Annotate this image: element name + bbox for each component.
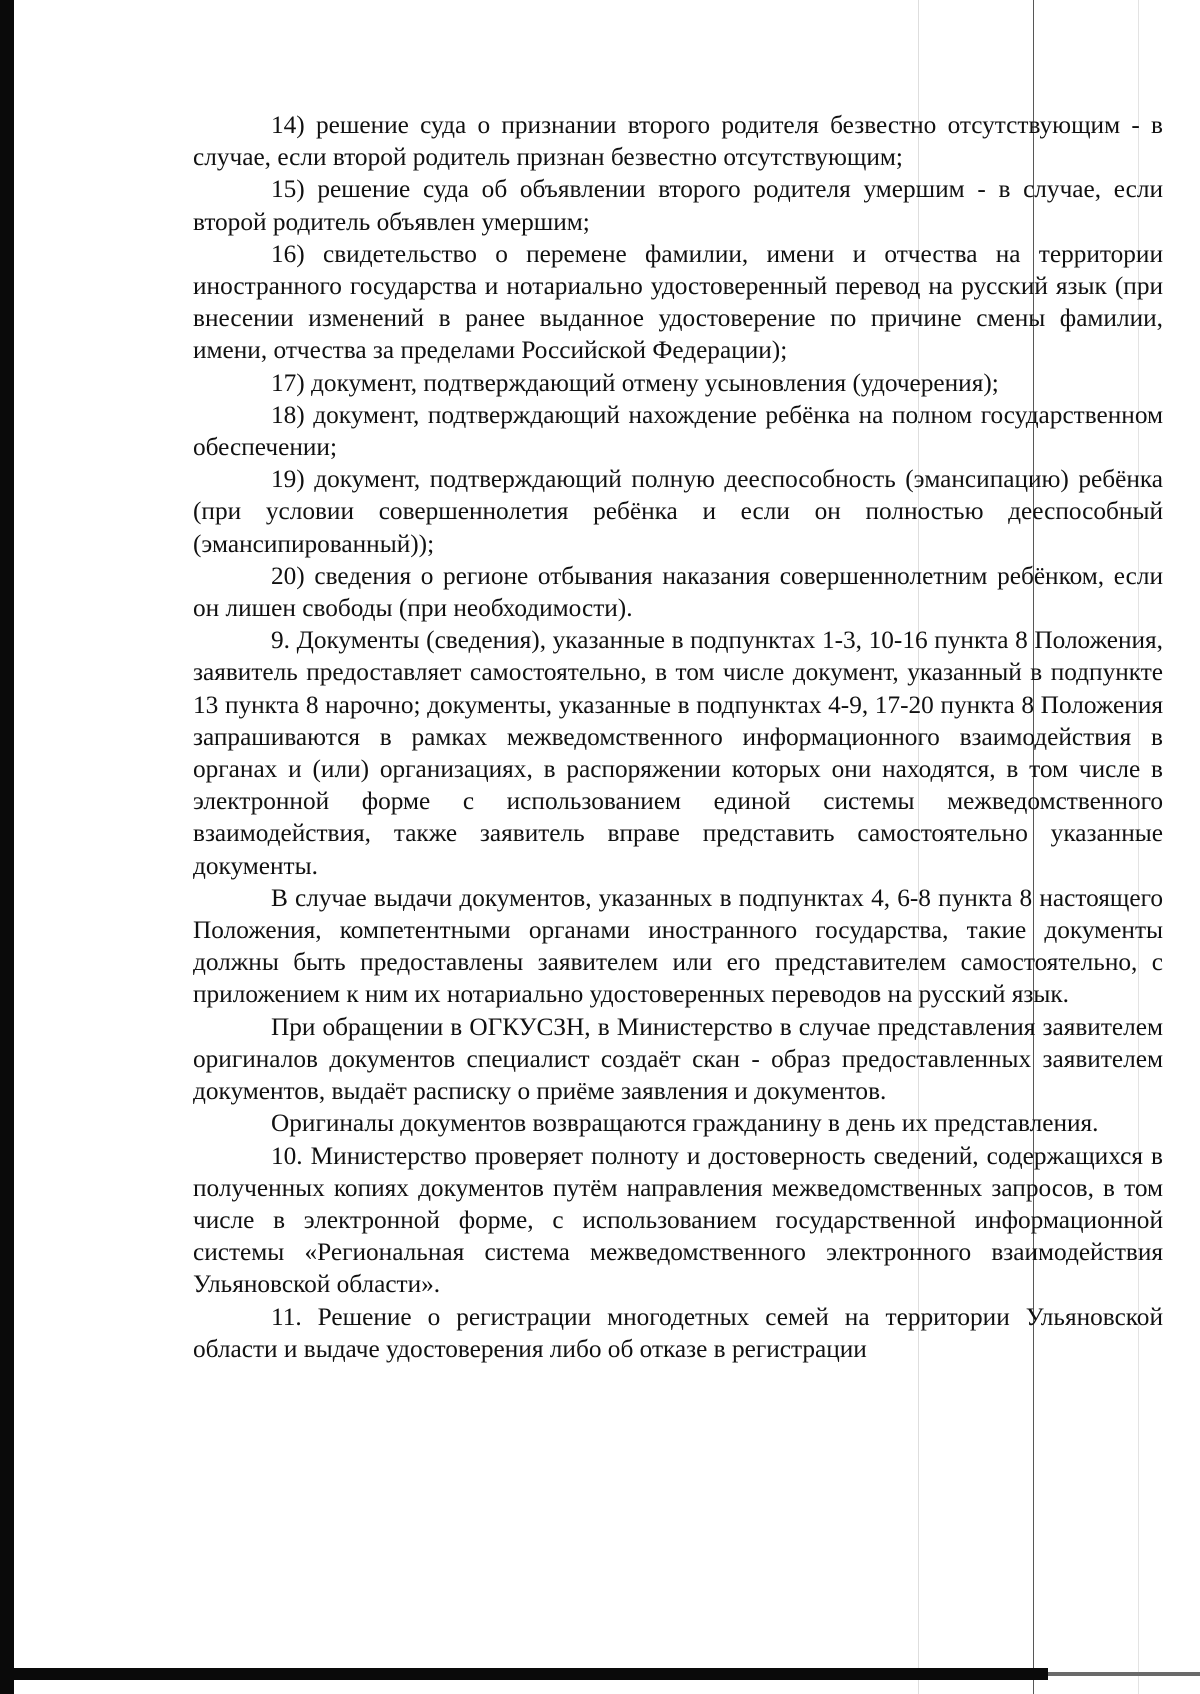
document-body (193, 109, 1163, 1365)
paragraph-item-20: 20) сведения о регионе отбывания наказания совершеннолетним ребёнком, если он лишен свободы (при необходимости). (193, 561, 1163, 623)
paragraph-item-15: 15) решение суда об объявлении второго родителя умершим - в случае, если второй родитель объявлен умершим; (193, 175, 1163, 236)
paragraph-scan-originals: При обращении в ОГКУСЗН, в Министерство в случае представления заявителем оригиналов документов специалист создаёт скан - образ предоставленных заявителем документов, выдаёт расписку о приёме заявления и документов. (193, 1012, 1163, 1106)
paragraph-item-18: 18) документ, подтверждающий нахождение ребёнка на полном государственном обеспечении; (193, 400, 1163, 462)
paragraph-item-16: 16) свидетельство о перемене фамилии, имени и отчества на территории иностранного государства и нотариально удостоверенный перевод на русский язык (при внесении изменений в ранее выданное удостоверение по причине смены фамилии, имени, отчества за пределами Российской Федерации); (193, 239, 1163, 365)
scan-bottom-border-faint (1048, 1672, 1200, 1676)
paragraph-item-17: 17) документ, подтверждающий отмену усыновления (удочерения); (271, 368, 999, 397)
paragraph-clause-9: 9. Документы (сведения), указанные в подпунктах 1-3, 10-16 пункта 8 Положения, заявитель предоставляет самостоятельно, в том числе документ, указанный в подпункте 13 пункта 8 нарочно; документы, указанные в подпунктах 4-9, 17-20 пункта 8 Положения запрашиваются в рамках межведомственного информационного взаимодействия в органах и (или) организациях, в распоряжении которых они находятся, в том числе в электронной форме с использованием единой системы межведомственного взаимодействия, также заявитель вправе представить самостоятельно указанные документы. (193, 626, 1163, 880)
scan-bottom-border (0, 1668, 1048, 1680)
paragraph-originals-return: Оригиналы документов возвращаются гражданину в день их представления. (271, 1109, 1099, 1138)
paragraph-clause-11: 11. Решение о регистрации многодетных семей на территории Ульяновской области и выдаче удостоверения либо об отказе в регистрации (193, 1302, 1163, 1363)
paragraph-item-19: 19) документ, подтверждающий полную дееспособность (эмансипацию) ребёнка (при условии совершеннолетия ребёнка и если он полностью дееспособный (эмансипированный)); (193, 465, 1163, 558)
paragraph-foreign-documents: В случае выдачи документов, указанных в подпунктах 4, 6-8 пункта 8 настоящего Положения, компетентными органами иностранного государства, такие документы должны быть предоставлены заявителем или его представителем самостоятельно, с приложением к ним их нотариально удостоверенных переводов на русский язык. (193, 883, 1163, 1009)
scan-left-border (0, 0, 14, 1694)
paragraph-item-14: 14) решение суда о признании второго родителя безвестно отсутствующим - в случае, если второй родитель признан безвестно отсутствующим; (193, 111, 1163, 172)
paragraph-clause-10: 10. Министерство проверяет полноту и достоверность сведений, содержащихся в полученных копиях документов путём направления межведомственных запросов, в том числе в электронной форме, с использованием государственной информационной системы «Региональная система межведомственного электронного взаимодействия Ульяновской области». (193, 1141, 1163, 1299)
